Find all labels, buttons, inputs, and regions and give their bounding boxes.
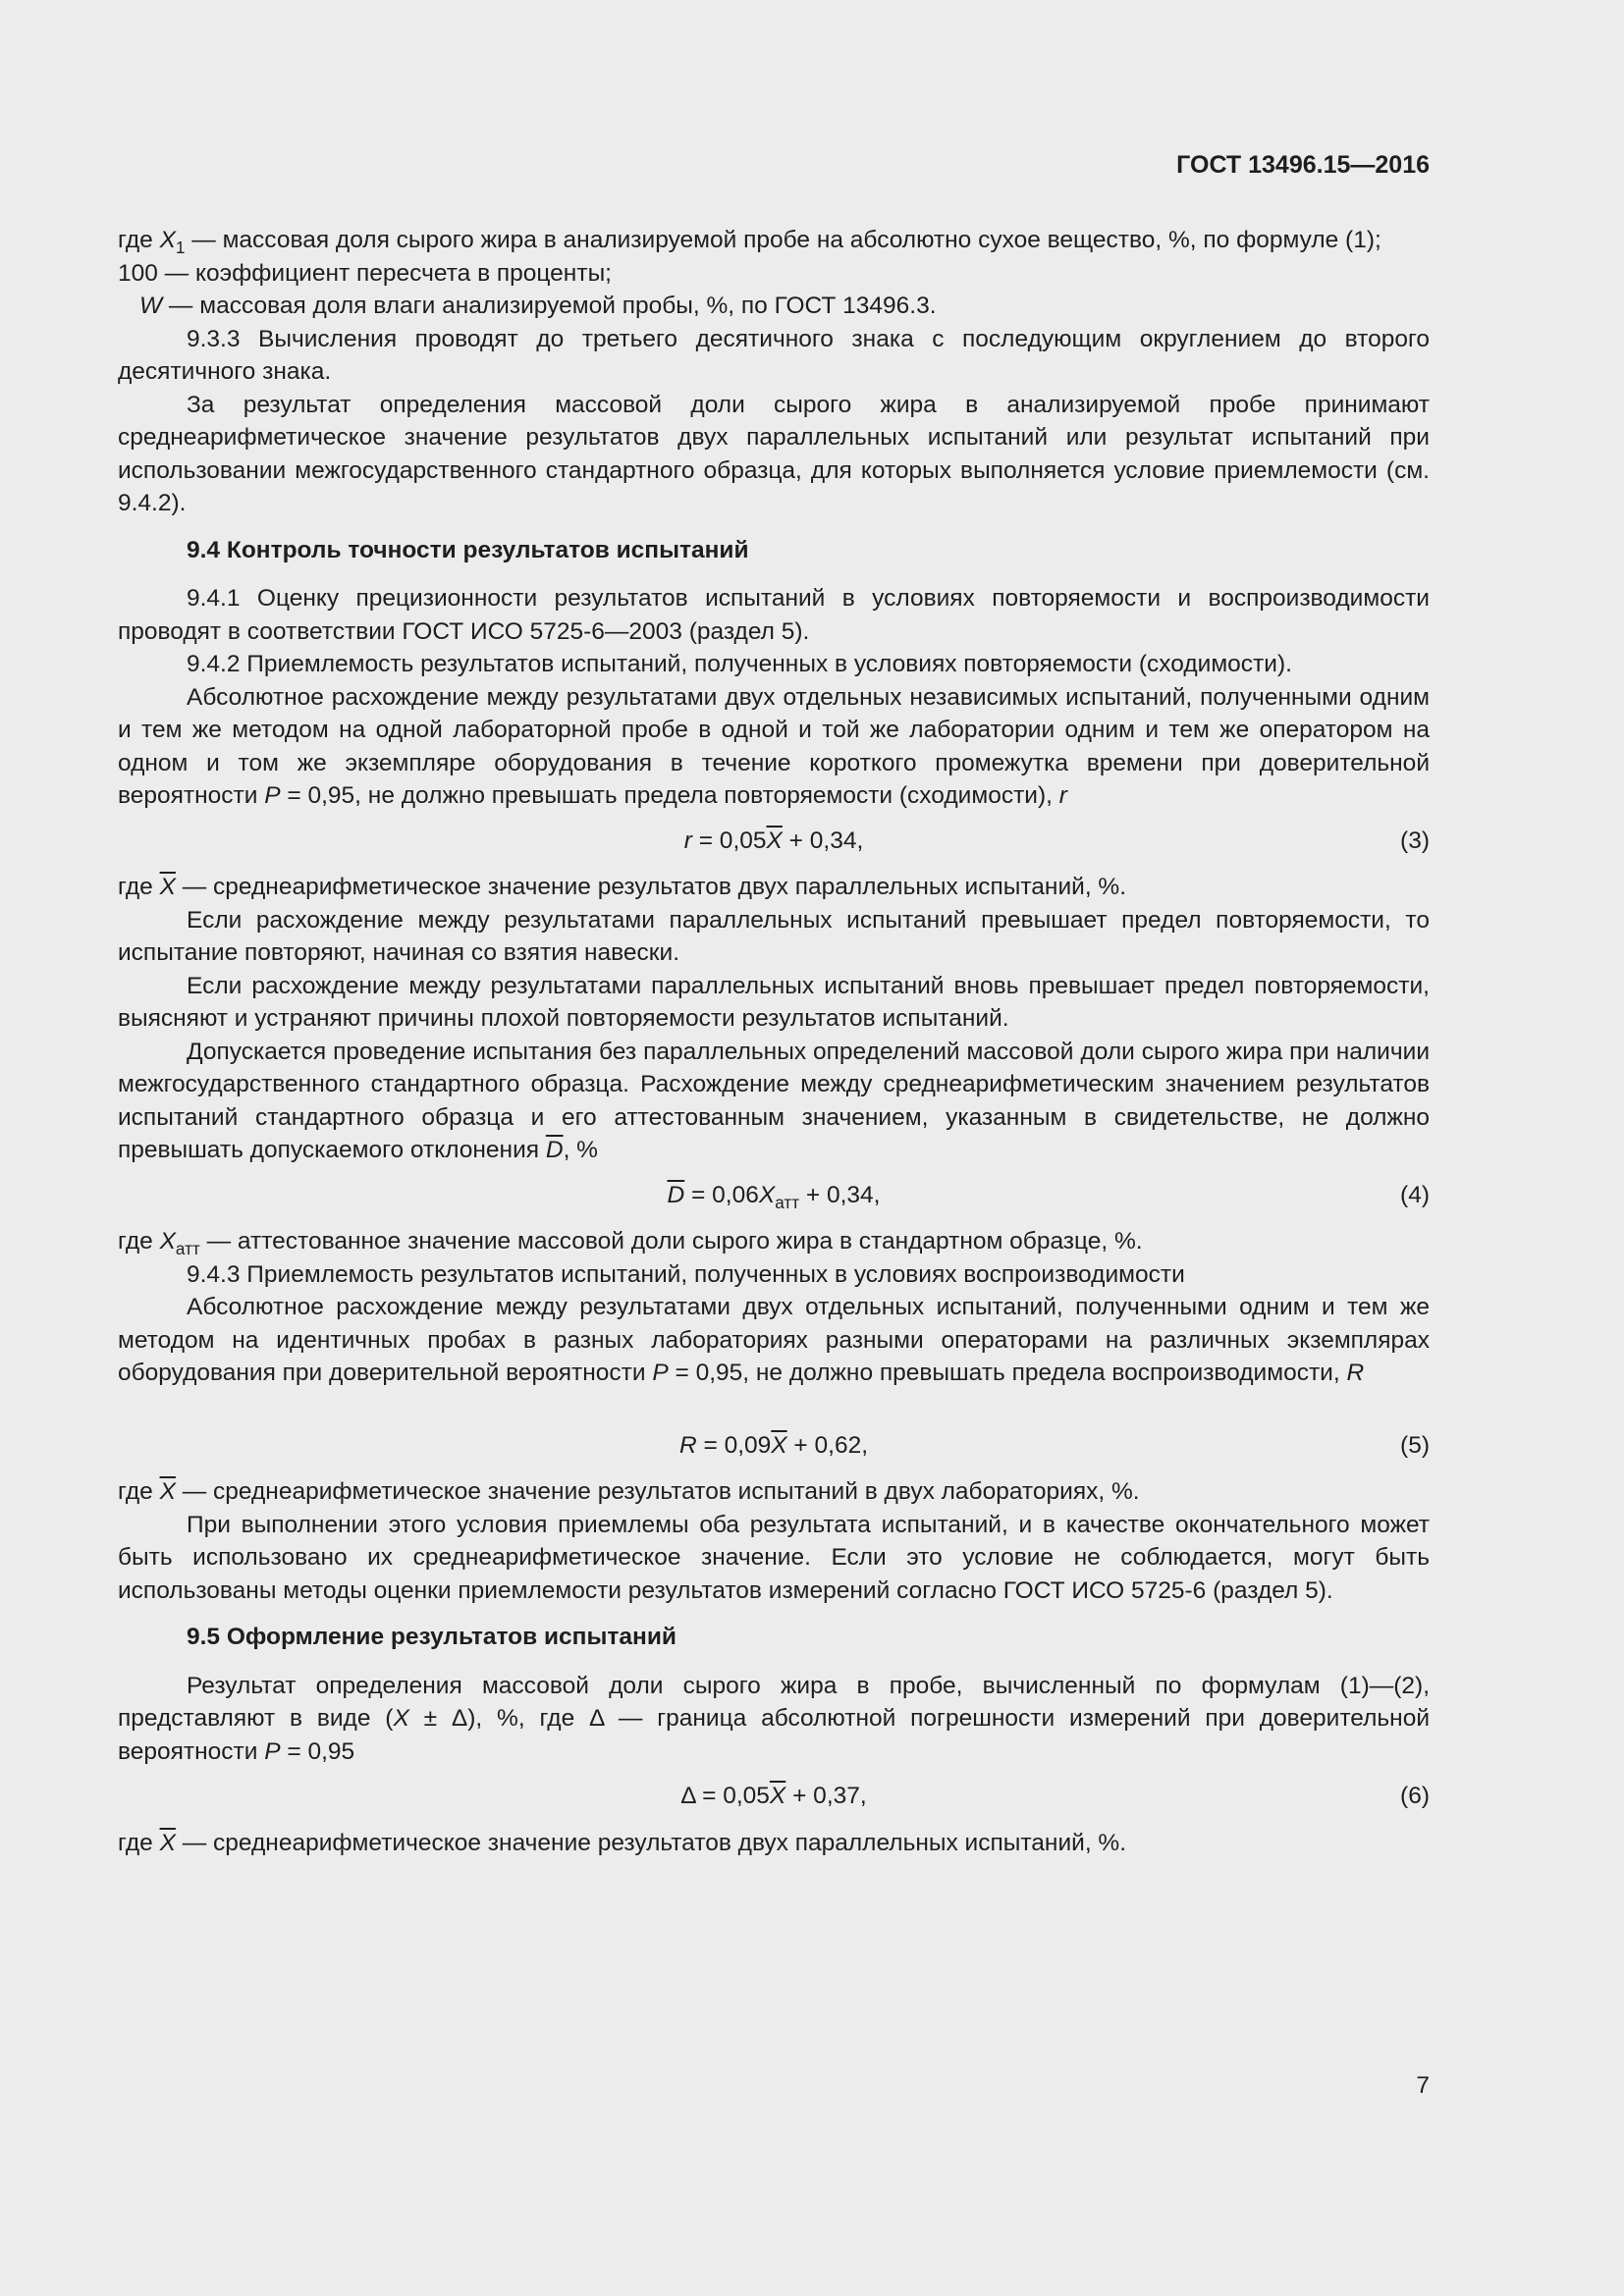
para-if-exceeds-1: Если расхождение между результатами параллельных испытаний превышает предел повторяемости, то испытание повторяют, начиная со взятия навески. bbox=[118, 906, 1430, 966]
para-9-4-1: 9.4.1 Оценку прецизионности результатов испытаний в условиях повторяемости и воспроизводимости проводят в соответствии ГОСТ ИСО 5725-6—2003 (раздел 5). bbox=[118, 585, 1430, 645]
equation-part: + 0,37, bbox=[785, 1783, 867, 1809]
symbol-x: X bbox=[159, 1228, 176, 1255]
equation-part: = 0,09 bbox=[696, 1431, 772, 1459]
symbol-x-bar: $\overline{X}$ bbox=[769, 1783, 786, 1809]
symbol-x-bar: $\overline{X}$ bbox=[766, 827, 783, 854]
para-if-exceeds-2: Если расхождение между результатами параллельных испытаний вновь превышает предел повторяемости, выясняют и устраняют причины плохой повторяемости результатов испытаний. bbox=[118, 972, 1430, 1032]
symbol-x: X bbox=[758, 1181, 776, 1208]
text-run: , % bbox=[563, 1137, 598, 1163]
para-formulation bbox=[118, 1670, 1430, 1769]
symbol-x: X bbox=[159, 227, 176, 253]
symbol-x: X bbox=[393, 1705, 409, 1732]
equation-lhs: r bbox=[683, 827, 692, 854]
equation-part: = 0,05 bbox=[695, 1783, 770, 1809]
symbol-subscript: атт bbox=[775, 1192, 800, 1212]
para-9-3-3: 9.3.3 Вычисления проводят до третьего десятичного знака с последующим округлением до второго десятичного знака. bbox=[118, 325, 1430, 385]
symbol-d-bar: $\overline{D}$ bbox=[545, 1137, 564, 1163]
page-number: 7 bbox=[1416, 2072, 1430, 2099]
symbol-x-bar: $\overline{X}$ bbox=[159, 1829, 176, 1856]
where-text: — массовая доля влаги анализируемой пробы, %, по ГОСТ 13496.3. bbox=[162, 293, 937, 319]
symbol-p: P bbox=[264, 1737, 281, 1765]
symbol-x-bar: $\overline{X}$ bbox=[771, 1431, 787, 1459]
where-x-att bbox=[118, 1225, 1430, 1258]
equation-part: + 0,34, bbox=[782, 827, 864, 854]
symbol-p: P bbox=[652, 1360, 669, 1386]
text-run: ± Δ), %, где Δ — граница абсолютной погрешности измерений при доверительной вероятности bbox=[118, 1705, 1431, 1765]
para-result: За результат определения массовой доли сырого жира в анализируемой пробе принимают среднеарифметическое значение результатов двух параллельных испытаний или результат испытаний при использовании межгосударственного стандартного образца, для которых выполняется условие приемлемости (см. 9.4.2). bbox=[118, 391, 1430, 516]
equation-number: (3) bbox=[1400, 827, 1430, 854]
symbol-subscript: 1 bbox=[175, 238, 186, 257]
section-heading-9-4: 9.4 Контроль точности результатов испытаний bbox=[187, 536, 749, 563]
symbol-r: r bbox=[1058, 782, 1067, 809]
symbol-p: P bbox=[264, 782, 281, 809]
para-9-4-2: 9.4.2 Приемлемость результатов испытаний, полученных в условиях повторяемости (сходимости). bbox=[187, 651, 1292, 677]
where-text: — среднеарифметическое значение результатов двух параллельных испытаний, %. bbox=[175, 874, 1127, 900]
where-100: 100 — коэффициент пересчета в проценты; bbox=[118, 259, 612, 287]
para-9-4-3: 9.4.3 Приемлемость результатов испытаний, полученных в условиях воспроизводимости bbox=[187, 1260, 1185, 1288]
symbol-subscript: атт bbox=[175, 1239, 200, 1258]
equation-4 bbox=[118, 1179, 1430, 1212]
para-abs-reproducibility bbox=[118, 1291, 1430, 1390]
equation-number: (5) bbox=[1400, 1431, 1430, 1459]
text-run: = 0,95, не должно превышать предела повторяемости (сходимости), bbox=[280, 782, 1059, 809]
equation-part: + 0,34, bbox=[799, 1181, 881, 1208]
where-x-bar-3 bbox=[118, 1827, 1430, 1860]
where-w bbox=[118, 290, 1430, 323]
equation-3 bbox=[118, 825, 1430, 858]
text-run: = 0,95 bbox=[280, 1737, 355, 1765]
equation-number: (4) bbox=[1400, 1181, 1430, 1208]
equation-lhs: Δ bbox=[680, 1783, 696, 1809]
symbol-x-bar: $\overline{X}$ bbox=[159, 874, 176, 900]
section-heading-9-5: 9.5 Оформление результатов испытаний bbox=[187, 1624, 677, 1650]
where-lead: где bbox=[118, 227, 160, 253]
where-text: — среднеарифметическое значение результатов двух параллельных испытаний, %. bbox=[175, 1829, 1127, 1856]
equation-part: = 0,05 bbox=[691, 827, 767, 854]
where-x-bar-1 bbox=[118, 871, 1430, 904]
para-allowed bbox=[118, 1036, 1430, 1167]
where-text: — аттестованное значение массовой доли сырого жира в стандартном образце, %. bbox=[199, 1228, 1143, 1255]
equation-lhs: $\overline{D}$ bbox=[667, 1181, 685, 1208]
where-text: — массовая доля сырого жира в анализируемой пробе на абсолютно сухое вещество, %, по формуле (1); bbox=[185, 227, 1381, 253]
standard-header: ГОСТ 13496.15—2016 bbox=[1176, 151, 1430, 179]
symbol-x-bar: $\overline{X}$ bbox=[159, 1478, 176, 1505]
equation-6 bbox=[118, 1780, 1430, 1813]
document-body bbox=[118, 224, 1430, 1859]
symbol-w: W bbox=[139, 293, 163, 319]
equation-5 bbox=[118, 1429, 1430, 1463]
text-run: Результат определения массовой доли сырого жира в пробе, вычисленный по формулам (1)—(2), представляют в виде ( bbox=[118, 1672, 1430, 1732]
where-lead: где bbox=[118, 1478, 160, 1505]
where-lead: где bbox=[118, 1829, 160, 1856]
para-acceptance: При выполнении этого условия приемлемы оба результата испытаний, и в качестве окончательного может быть использовано их среднеарифметическое значение. Если это условие не соблюдается, могут быть использованы методы оценки приемлемости результатов измерений согласно ГОСТ ИСО 5725-6 (раздел 5). bbox=[118, 1511, 1430, 1604]
symbol-r-upper: R bbox=[1346, 1360, 1365, 1386]
equation-part: + 0,62, bbox=[786, 1431, 869, 1459]
where-x1 bbox=[118, 224, 1430, 257]
text-run: = 0,95, не должно превышать предела воспроизводимости, bbox=[668, 1360, 1347, 1386]
where-text: — среднеарифметическое значение результатов испытаний в двух лабораториях, %. bbox=[175, 1478, 1140, 1505]
where-lead: где bbox=[118, 874, 160, 900]
equation-lhs: R bbox=[678, 1431, 697, 1459]
where-lead: где bbox=[118, 1228, 160, 1255]
para-abs-repeatability bbox=[118, 681, 1430, 813]
equation-number: (6) bbox=[1400, 1783, 1430, 1809]
text-run: Допускается проведение испытания без параллельных определений массовой доли сырого жира при наличии межгосударственного стандартного образца. Расхождение между среднеарифметическим значением результатов испытаний стандартного образца и его аттестованным значением, указанным в свидетельстве, не должно превышать допускаемого отклонения bbox=[118, 1038, 1430, 1163]
text-run: Абсолютное расхождение между результатами двух отдельных независимых испытаний, полученными одним и тем же методом на одной лабораторной пробе в одной и той же лаборатории одним и тем же оператором на одном и том же экземпляре оборудования в течение короткого промежутка времени при доверительной вероятности bbox=[118, 683, 1430, 809]
where-x-bar-2 bbox=[118, 1475, 1430, 1509]
text-run: Абсолютное расхождение между результатами двух отдельных испытаний, полученными одним и тем же методом на идентичных пробах в разных лабораториях разными операторами на различных экземплярах оборудования при доверительной вероятности bbox=[118, 1294, 1430, 1386]
equation-part: = 0,06 bbox=[684, 1181, 759, 1208]
